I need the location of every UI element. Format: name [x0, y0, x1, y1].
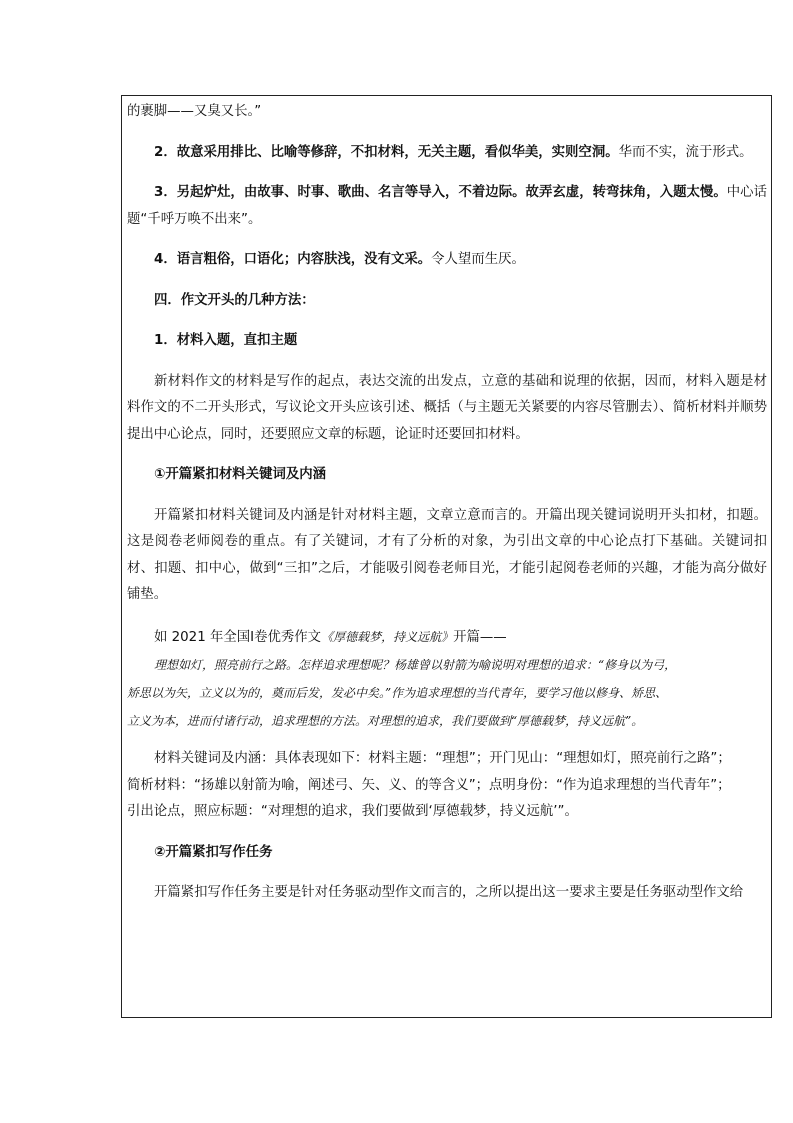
list-item-4: [127, 247, 767, 274]
analysis-paragraph: [127, 746, 767, 826]
list-item-2-bold: 2．故意采用排比、比喻等修辞，不扣材料，无关主题，看似华美，实则空洞。: [154, 144, 619, 160]
paragraph-point-1: 开篇紧扣材料关键词及内涵是针对材料主题，文章立意而言的。开篇出现关键词说明开头扣材，扣题。这是阅卷老师阅卷的重点。有了关键词，才有了分析的对象，为引出文章的中心论点打下基础。关键词扣材、扣题、扣中心，做到“三扣”之后，才能吸引阅卷老师目光，才能引起阅卷老师的兴趣，才能为高分做好铺垫。: [127, 507, 767, 602]
point-heading-1: ①开篇紧扣材料关键词及内涵: [154, 467, 327, 482]
analysis-line: 简析材料：“扬雄以射箭为喻，阐述弓、矢、义、的等含义”；点明身份：“作为追求理想的当代青年”；: [127, 777, 731, 793]
example-intro-suffix: 开篇——: [453, 629, 507, 645]
example-quote: [127, 651, 767, 735]
quote-line: 立义为本，进而付诸行动，追求理想的方法。对理想的追求，我们要做到“厚德载梦，持义远航”。: [127, 714, 644, 728]
list-item-2: [127, 140, 767, 167]
list-item-4-bold: 4．语言粗俗，口语化；内容肤浅，没有文采。: [154, 252, 432, 267]
paragraph-material: 新材料作文的材料是写作的起点，表达交流的出发点，立意的基础和说理的依据，因而，材料入题是材料作文的不二开头形式，写议论文开头应该引述、概括（与主题无关紧要的内容尽管删去）、简析材料并顺势提出中心论点，同时，还要照应文章的标题，论证时还要回扣材料。: [127, 373, 767, 442]
section-heading: 四．作文开头的几种方法：: [154, 292, 315, 308]
list-item-2-rest: 华而不实，流于形式。: [618, 144, 753, 160]
list-item-3-bold: 3．另起炉灶，由故事、时事、歌曲、名言等导入，不着边际。故弄玄虚，转弯抹角，入题太慢。: [154, 185, 727, 200]
point-heading-2: ②开篇紧扣写作任务: [154, 844, 273, 860]
list-item-3-rest: 中心话题“千呼万唤不出来”。: [127, 185, 767, 227]
paragraph-point-2: 开篇紧扣写作任务主要是针对任务驱动型作文而言的，之所以提出这一要求主要是任务驱动型作文给: [154, 885, 744, 900]
text-line: 的裹脚——又臭又长。”: [127, 104, 262, 119]
quote-line: 矫思以为矢，立义以为的，奠而后发，发必中矣。”作为追求理想的当代青年，要学习他以修身、矫思、: [127, 686, 668, 700]
list-item-3: [127, 180, 767, 233]
example-intro-prefix: 如 2021 年全国Ⅰ卷优秀作文: [154, 629, 322, 645]
analysis-line: 材料关键词及内涵：具体表现如下：材料主题：“理想”；开门见山：“理想如灯，照亮前行之路”；: [154, 751, 731, 766]
example-essay-title: 《厚德载梦，持义远航》: [321, 629, 454, 644]
list-item-4-rest: 令人望而生厌。: [431, 252, 525, 267]
example-intro: [127, 623, 767, 652]
analysis-line: 引出论点，照应标题：“对理想的追求，我们要做到‘厚德载梦，持义远航’”。: [127, 804, 578, 819]
quote-line: 理想如灯，照亮前行之路。怎样追求理想呢？杨雄曾以射箭为喻说明对理想的追求：“修身以为弓，: [154, 658, 677, 672]
document-frame: [121, 95, 772, 1018]
document-body: [127, 99, 767, 907]
subsection-heading: 1．材料入题，直扣主题: [154, 333, 298, 348]
